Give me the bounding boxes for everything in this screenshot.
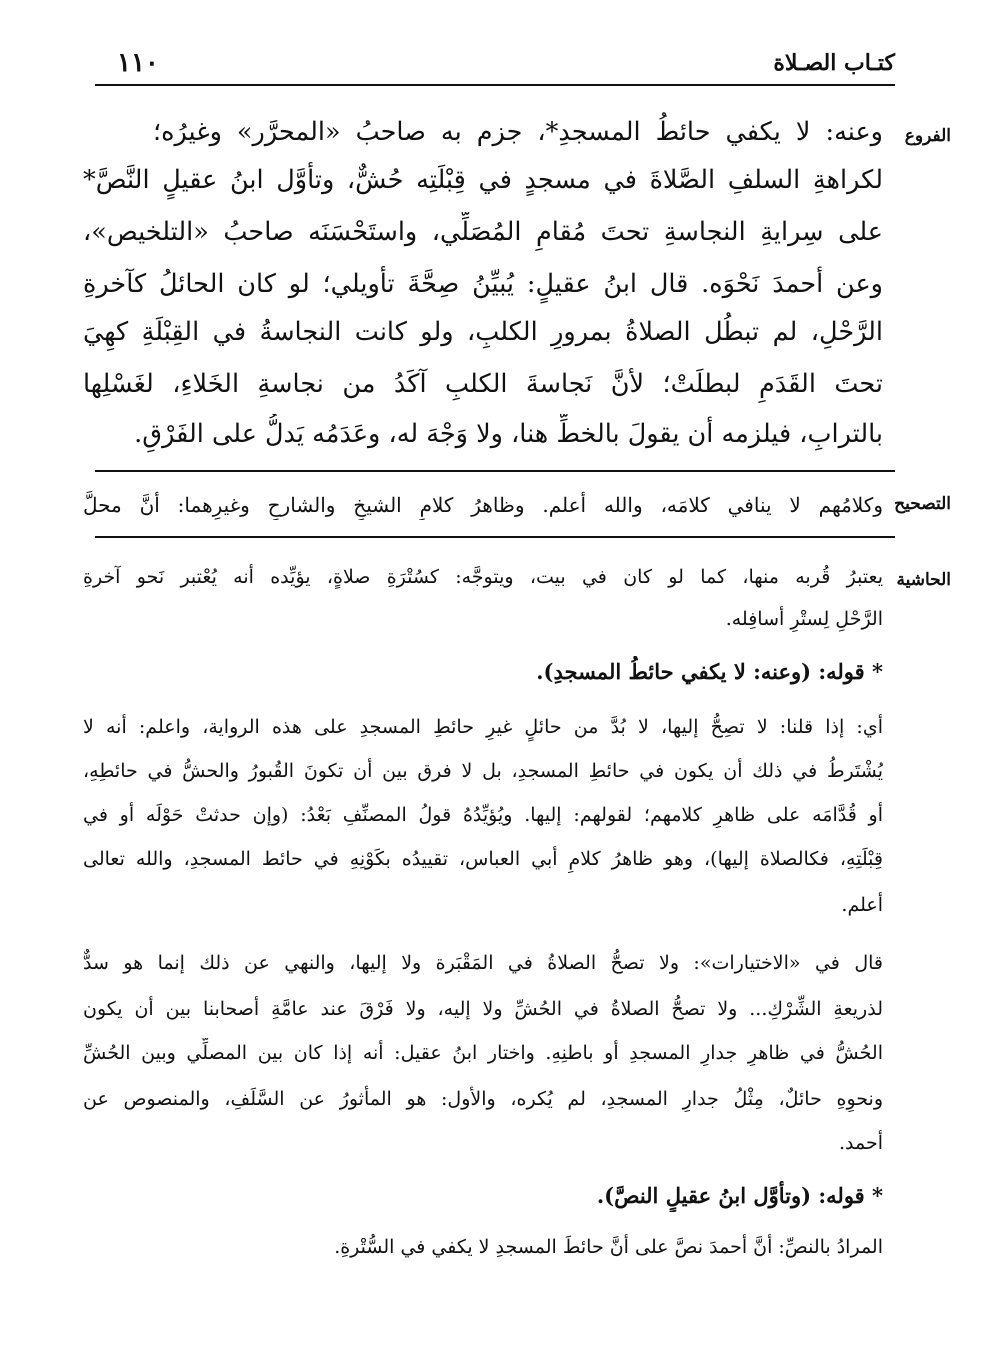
page-header (95, 44, 895, 84)
hashiya-intro-line-2: الرَّحْلِ لِستْرِ أسافِله. (725, 608, 883, 630)
tashih-label: التصحيح (894, 494, 951, 514)
tashih-divider (95, 536, 895, 538)
hashiya-p1-line-2: يُشْتَرطُ في ذلك أن يكون في حائطِ المسجدِ، بل لا فرق بين أن تكونَ القُبورُ والحشُّ في حائطِهِ، (83, 760, 883, 782)
hashiya-p1-line-3: أو قُدَّامَه على ظاهرِ كلامهم؛ لقولهم: إليها. ويُؤيِّدُهُ قولُ المصنِّفِ بَعْدُ: (وإن حدثتْ حَوْلَه أو في (83, 804, 883, 826)
hashiya-p3-line-1: المرادُ بالنصِّ: أنَّ أحمدَ نصَّ على أنَّ حائطَ المسجدِ لا يكفي في السُّتْرةِ. (334, 1236, 883, 1258)
hashiya-p2-line-1: قال في «الاختيارات»: ولا تصحُّ الصلاةُ في المَقْبَرة ولا إليها، والنهي عن ذلك إنما هو سدٌّ (83, 952, 883, 974)
tashih-line-1: وكلامُهم لا ينافي كلامَه، والله أعلم. وظاهرُ كلامِ الشيخِ والشارحِ وغيرِهما: أنَّ محلَّ (83, 493, 883, 517)
hashiya-p2-line-2: لذريعةِ الشِّرْكِ... ولا تصحُّ الصلاةُ في الحُشِّ ولا إليه، ولا فَرْقَ عند عامَّةِ أصحابنا بين أن يكون (83, 998, 883, 1020)
furu-line-1: وعنه: لا يكفي حائطُ المسجدِ*، جزم به صاحبُ «المحرَّر» وغيرُه؛ (153, 117, 883, 147)
hashiya-p2-line-5: أحمد. (838, 1132, 883, 1154)
hashiya-intro-line-1: يعتبرُ قُربه منها، كما لو كان في بيت، ويتوجَّه: كسُتْرَةِ صلاةٍ، يؤيِّده أنه يُعْتبر نَحو آخرةِ (83, 566, 883, 588)
furu-line-7: بالترابِ، فيلزمه أن يقولَ بالخطِّ هنا، ولا وَجْهَ له، وعَدَمُه يَدلُّ على الفَرْقِ. (134, 419, 883, 449)
header-rule (95, 84, 895, 86)
hashiya-p1-line-5: أعلم. (841, 894, 883, 916)
furu-line-5: الرَّحْلِ، لم تبطُل الصلاةُ بمرورِ الكلبِ، ولو كانت النجاسةُ في القِبْلَةِ كهِيَ (83, 317, 883, 347)
hashiya-label: الحاشية (896, 570, 951, 590)
hashiya-p2-line-3: الحُشُّ في ظاهرِ جدارِ المسجدِ أو باطنِهِ. واختار ابنُ عقيل: أنه إذا كان بين المصلِّي وبين الحُشِّ (83, 1042, 883, 1064)
hashiya-p1-line-1: أي: إذا قلنا: لا تصِحُّ إليها، لا بُدَّ من حائلٍ غيرِ حائطِ المسجدِ على هذه الرواية، واعلم: أنه لا (83, 716, 883, 738)
page-number: ١١٠ (117, 48, 159, 78)
furu-line-2: لكراهةِ السلفِ الصَّلاةَ في مسجدٍ في قِبْلَتِه حُشٌّ، وتأوَّل ابنُ عقيلٍ النَّصَّ* (83, 165, 883, 195)
furu-line-4: وعن أحمدَ نَحْوَه. قال ابنُ عقيلٍ: يُبيِّنُ صِحَّةَ تأويلي؛ لو كان الحائلُ كآخرةِ (83, 269, 883, 299)
hashiya-p1-line-4: قِبْلَتِهِ، فكالصلاة إليها)، وهو ظاهرُ كلامِ أبي العباس، تقييدُه بكَوْنِهِ في حائط المسجدِ، والله تعالى (83, 848, 883, 870)
hashiya-p2-line-4: ونحوِهِ حائلٌ، مِثْلُ جدارِ المسجدِ، لم يُكره، والأول: هو المأثورُ عن السَّلَفِ، والمنصوص عن (83, 1088, 883, 1110)
furu-line-6: تحتَ القَدَمِ لبطلَتْ؛ لأنَّ نَجاسةَ الكلبِ آكَدُ من نجاسةِ الخَلاءِ، لغَسْلِها (83, 369, 883, 399)
hashiya-heading-2: * قوله: (وتأوَّل ابنُ عقيلٍ النصَّ). (596, 1183, 883, 1208)
running-title: كتـاب الصـلاة (773, 50, 895, 76)
furu-label: الفروع (904, 126, 951, 146)
furu-line-3: على سِرايةِ النجاسةِ تحتَ مُقامِ المُصَلِّي، واستَحْسَنَه صاحبُ «التلخيص»، (83, 217, 883, 247)
hashiya-heading-1: * قوله: (وعنه: لا يكفي حائطُ المسجدِ). (536, 659, 883, 684)
furu-divider (95, 470, 895, 472)
